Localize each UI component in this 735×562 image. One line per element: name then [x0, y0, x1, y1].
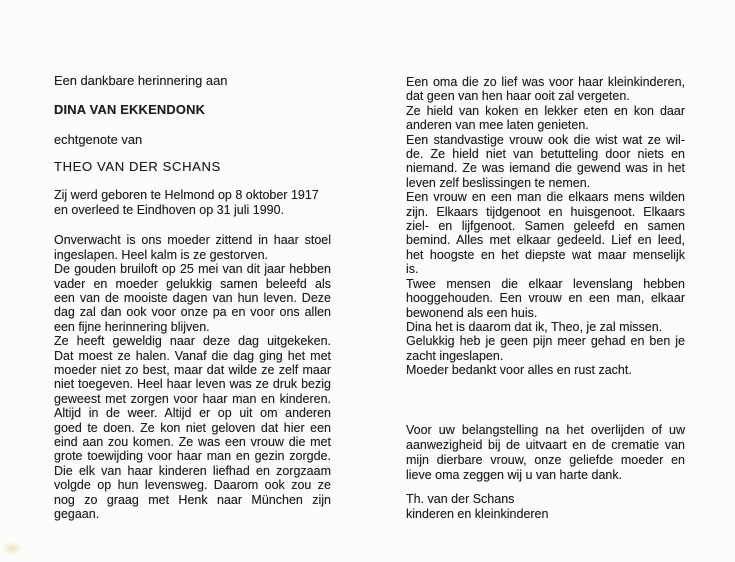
left-memorial-text — [54, 233, 331, 521]
text-line: Zij werd geboren te Helmond op 8 oktober 1917 — [54, 188, 319, 203]
text-line: Moeder bedankt voor alles en rust zacht. — [406, 363, 632, 378]
text-line: Een oma die zo lief was voor haar kleinkinderen, — [406, 75, 685, 89]
text-line: mijn dierbare vrouw, onze geliefde moeder en — [406, 452, 685, 467]
text-line: een van de mooiste dagen van hun leven. Deze — [54, 291, 331, 305]
text-line: De gouden bruiloft op 25 mei van dit jaar hebben — [54, 262, 331, 277]
life-dates-text — [54, 188, 331, 218]
text-line: kinderen en kleinkinderen — [406, 507, 549, 522]
text-line: ziel- en lijfgenoot. Samen geleefd en samen — [406, 219, 685, 234]
text-line: leven zelf beslissingen te nemen. — [406, 175, 591, 190]
text-line: is. — [406, 262, 419, 277]
text-line: Die elk van haar kinderen liefhad en zorgzaam — [54, 463, 331, 478]
text-line: Dina het is daarom dat ik, Theo, je zal missen. — [406, 319, 663, 334]
intro-line: Een dankbare herinnering aan — [54, 73, 228, 88]
text-line: de. Ze hield niet van betutteling door niets en — [406, 147, 685, 162]
text-line: zacht ingeslapen. — [406, 348, 504, 363]
text-line: Ze heeft geweldig naar deze dag uitgekeken. — [54, 334, 331, 349]
left-page — [54, 74, 331, 522]
text-line: Th. van der Schans — [406, 491, 515, 506]
text-line: Twee mensen die elkaar levenslang hebben — [406, 276, 685, 291]
text-line: zijn. Elkaars tijdgenoot en huisgenoot. Elkaars — [406, 204, 685, 219]
right-page — [406, 75, 685, 523]
text-line: dat geen van hen haar ooit zal vergeten. — [406, 89, 630, 104]
acknowledgement-text — [406, 423, 685, 483]
relation-line: echtgenote van — [54, 132, 143, 148]
text-line: gegaan. — [54, 507, 100, 522]
text-line: het hoogste en het diepste wat maar menselijk — [406, 247, 685, 262]
signature-text — [406, 492, 685, 523]
text-line: moeder niet zo best, maar dat wilde ze zelf maar — [54, 363, 331, 378]
deceased-name: DINA VAN EKKENDONK — [54, 101, 206, 117]
text-line: Dat moest ze halen. Vanaf die dag ging het met — [54, 348, 331, 363]
text-line: Een vrouw en een man die elkaars mens wilden — [406, 190, 685, 205]
text-line: bemind. Alles met elkaar gedeeld. Lief en leed, — [406, 233, 685, 248]
text-line: Gelukkig heb je geen pijn meer gehad en ben je — [406, 334, 685, 349]
text-line: volgde op hun levensweg. Daarom ook zou ze — [54, 478, 331, 493]
text-line: Ze hield van koken en lekker eten en kon daar — [406, 103, 685, 118]
text-line: eind aan zou komen. Ze was een vrouw die met — [54, 435, 331, 450]
text-line: en overleed te Eindhoven op 31 juli 1990. — [54, 203, 285, 218]
text-line: bewonend als een huis. — [406, 305, 538, 320]
text-line: vader en moeder gelukkig samen beleefd als — [54, 276, 331, 291]
text-line: Altijd in de weer. Altijd er op uit om anderen — [54, 406, 331, 421]
text-line: dag zal dan ook voor onze pa en voor ons allen — [54, 305, 331, 320]
scan-artifact-spot — [2, 541, 22, 556]
text-line: Voor uw belangstelling na het overlijden of uw — [406, 422, 685, 437]
text-line: geweest met zorgen voor haar man en kinderen. — [54, 391, 331, 406]
text-line: Een standvastige vrouw ook die wist wat ze wil- — [406, 132, 685, 147]
text-line: nog zo graag met Henk naar München zijn — [54, 492, 331, 507]
text-line: anderen van mee laten genieten. — [406, 118, 589, 133]
spouse-name: THEO VAN DER SCHANS — [54, 158, 221, 174]
text-line: ingeslapen. Heel kalm is ze gestorven. — [54, 247, 269, 262]
text-line: goed te doen. Ze kon niet geloven dat hier een — [54, 420, 331, 435]
right-memorial-text — [406, 75, 685, 378]
text-line: niet toegeven. Heel haar leven was ze druk bezig — [54, 377, 331, 392]
text-line: grote toewijding voor haar man en gezin zorgde. — [54, 449, 331, 464]
text-line: Onverwacht is ons moeder zittend in haar stoel — [54, 233, 331, 248]
text-line: niemand. Ze was iemand die gewend was in het — [406, 161, 685, 176]
text-line: aanwezigheid bij de uitvaart en de crematie van — [406, 437, 685, 452]
text-line: een fijne herinnering blijven. — [54, 319, 210, 334]
text-line: hooggehouden. Een vrouw en een man, elkaar — [406, 291, 685, 306]
text-line: lieve oma zeggen wij u van harte dank. — [406, 467, 623, 482]
